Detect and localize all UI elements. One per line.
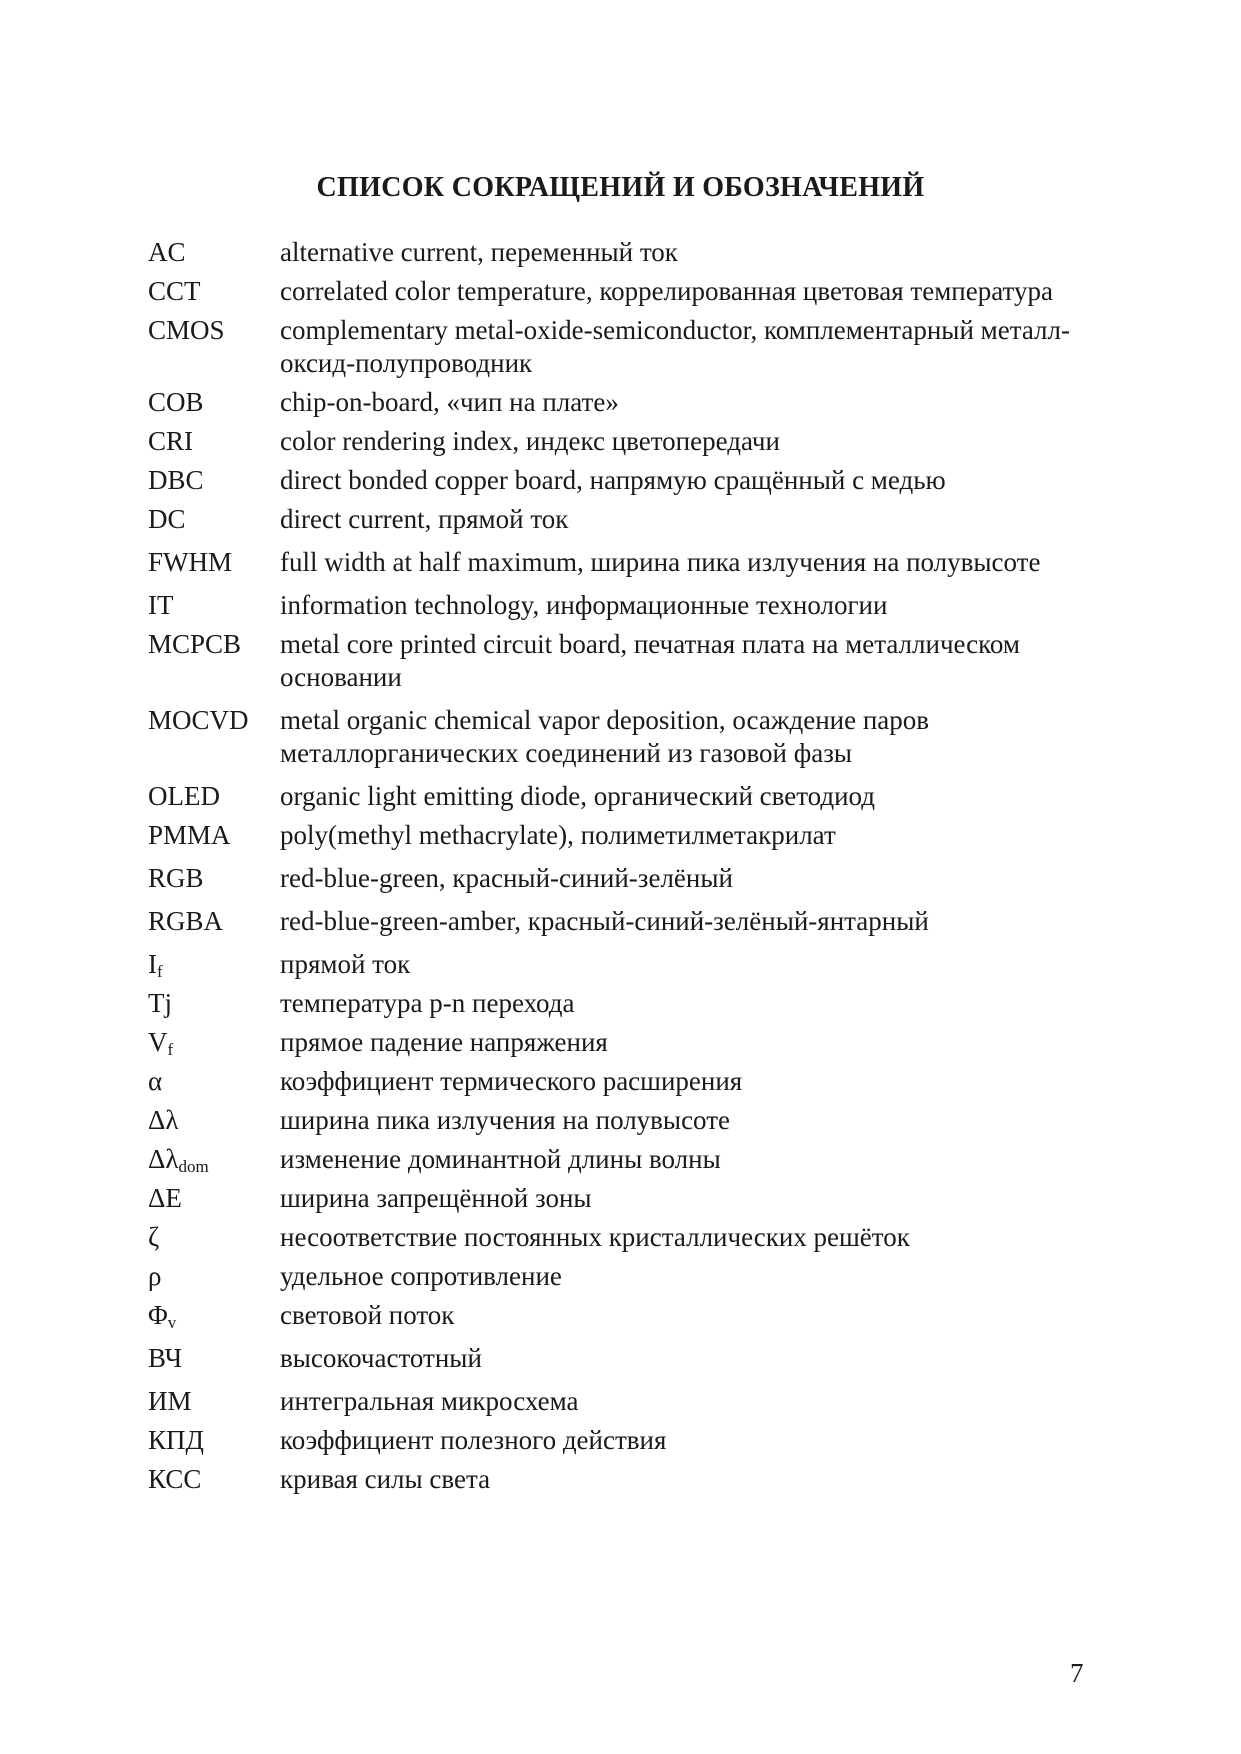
abbreviation-entry (148, 503, 1108, 536)
abbreviation-entry (148, 275, 1108, 308)
abbreviation-term (148, 503, 280, 536)
abbreviation-definition: information technology, информационные технологии (280, 590, 888, 620)
page-title: СПИСОК СОКРАЩЕНИЙ И ОБОЗНАЧЕНИЙ (316, 172, 925, 203)
abbreviation-entry (148, 1260, 1108, 1293)
abbreviation-entry (148, 628, 1108, 694)
abbreviation-entry (148, 314, 1108, 380)
abbreviation-definition: direct current, прямой ток (280, 504, 569, 534)
abbreviation-entry (148, 1026, 1108, 1059)
abbreviation-term-main: IT (148, 590, 174, 620)
abbreviation-term-main: DBC (148, 465, 204, 495)
abbreviation-definition: correlated color temperature, коррелированная цветовая температура (280, 276, 1053, 306)
abbreviation-definition: высокочастотный (280, 1343, 482, 1373)
abbreviation-definition: коэффициент полезного действия (280, 1425, 667, 1455)
abbreviation-entry (148, 987, 1108, 1020)
abbreviation-definition: metal core printed circuit board, печатная плата на металлическом основании (280, 629, 1020, 692)
abbreviation-term-main: DC (148, 504, 186, 534)
abbreviation-entry (148, 780, 1108, 813)
abbreviation-entry (148, 1221, 1108, 1254)
abbreviation-definition: температура p-n перехода (280, 988, 575, 1018)
abbreviation-definition: full width at half maximum, ширина пика излучения на полувысоте (280, 547, 1041, 577)
abbreviation-entry (148, 948, 1108, 981)
abbreviation-term (148, 236, 280, 269)
abbreviation-entry (148, 386, 1108, 419)
abbreviation-term (148, 819, 280, 852)
abbreviation-term-main: КСС (148, 1464, 202, 1494)
abbreviation-term-subscript: dom (178, 1157, 209, 1176)
abbreviation-entry (148, 1143, 1108, 1176)
abbreviation-entry (148, 1385, 1108, 1418)
abbreviation-definition: ширина запрещённой зоны (280, 1183, 592, 1213)
abbreviation-term (148, 546, 280, 579)
abbreviation-term (148, 1065, 280, 1098)
abbreviation-term (148, 275, 280, 308)
abbreviation-term (148, 1026, 280, 1059)
abbreviation-term (148, 464, 280, 497)
abbreviation-entry (148, 704, 1108, 770)
abbreviation-term (148, 425, 280, 458)
abbreviation-definition: прямое падение напряжения (280, 1027, 608, 1057)
abbreviation-list (148, 236, 1108, 1502)
abbreviation-term (148, 628, 280, 661)
abbreviation-term-main: Tj (148, 988, 172, 1018)
abbreviation-entry (148, 905, 1108, 938)
abbreviation-term (148, 314, 280, 347)
abbreviation-term-main: ВЧ (148, 1343, 183, 1373)
abbreviation-entry (148, 1342, 1108, 1375)
abbreviation-definition: несоответствие постоянных кристаллических решёток (280, 1222, 910, 1252)
abbreviation-term (148, 948, 280, 981)
abbreviation-definition: alternative current, переменный ток (280, 237, 678, 267)
abbreviation-term (148, 1424, 280, 1457)
abbreviation-term-main: OLED (148, 781, 220, 811)
abbreviation-entry (148, 464, 1108, 497)
abbreviation-term-main: RGB (148, 863, 204, 893)
abbreviation-term-subscript: f (157, 962, 163, 981)
abbreviation-term-subscript: f (167, 1040, 174, 1059)
abbreviation-term (148, 780, 280, 813)
abbreviation-definition: color rendering index, индекс цветопередачи (280, 426, 780, 456)
abbreviation-definition: metal organic chemical vapor deposition, осаждение паров металлорганических соединений из газовой фазы (280, 705, 930, 768)
abbreviation-term-main: AC (148, 237, 186, 267)
abbreviation-entry (148, 819, 1108, 852)
abbreviation-term-main: ИМ (148, 1386, 192, 1416)
abbreviation-entry (148, 1463, 1108, 1496)
abbreviation-term-main: V (148, 1027, 168, 1057)
abbreviation-term (148, 1182, 280, 1215)
abbreviation-entry (148, 1104, 1108, 1137)
abbreviation-term-main: Δλ (148, 1144, 179, 1174)
abbreviation-entry (148, 862, 1108, 895)
abbreviation-term-main: FWHM (148, 547, 233, 577)
abbreviation-term-main: CRI (148, 426, 194, 456)
abbreviation-entry (148, 1299, 1108, 1332)
abbreviation-definition: red-blue-green, красный-синий-зелёный (280, 863, 733, 893)
abbreviation-term-main: α (148, 1066, 163, 1096)
abbreviation-term-main: ρ (148, 1261, 162, 1291)
abbreviation-entry (148, 425, 1108, 458)
abbreviation-definition: direct bonded copper board, напрямую сращённый с медью (280, 465, 946, 495)
abbreviation-definition: прямой ток (280, 949, 411, 979)
abbreviation-term-main: Φ (148, 1300, 168, 1330)
abbreviation-term (148, 386, 280, 419)
abbreviation-definition: интегральная микросхема (280, 1386, 579, 1416)
abbreviation-term-main: PMMA (148, 820, 231, 850)
abbreviation-definition: удельное сопротивление (280, 1261, 562, 1291)
abbreviation-definition: изменение доминантной длины волны (280, 1144, 721, 1174)
abbreviation-term-main: MCPCB (148, 629, 242, 659)
abbreviation-term (148, 1260, 280, 1293)
abbreviation-term (148, 1143, 280, 1176)
abbreviation-term-main: КПД (148, 1425, 204, 1455)
abbreviation-definition: chip-on-board, «чип на плате» (280, 387, 619, 417)
abbreviation-term-main: I (148, 949, 157, 979)
abbreviation-entry (148, 546, 1108, 579)
abbreviation-definition: organic light emitting diode, органический светодиод (280, 781, 876, 811)
abbreviation-entry (148, 236, 1108, 269)
abbreviation-term (148, 862, 280, 895)
abbreviation-term-main: ζ (148, 1222, 160, 1252)
abbreviation-definition: кривая силы света (280, 1464, 491, 1494)
abbreviation-definition: ширина пика излучения на полувысоте (280, 1105, 730, 1135)
abbreviation-definition: световой поток (280, 1300, 455, 1330)
abbreviation-term-main: MOCVD (148, 705, 249, 735)
abbreviation-entry (148, 1065, 1108, 1098)
abbreviation-term-subscript: v (167, 1313, 177, 1332)
abbreviation-term-main: CCT (148, 276, 201, 306)
abbreviation-term-main: COB (148, 387, 204, 417)
abbreviation-term (148, 1104, 280, 1137)
abbreviation-term (148, 589, 280, 622)
abbreviation-term (148, 1385, 280, 1418)
abbreviation-term-main: Δλ (148, 1105, 179, 1135)
abbreviation-term (148, 1463, 280, 1496)
abbreviation-term (148, 1342, 280, 1375)
abbreviation-term (148, 987, 280, 1020)
abbreviation-definition: коэффициент термического расширения (280, 1066, 743, 1096)
abbreviation-definition: red-blue-green-amber, красный-синий-зелёный-янтарный (280, 906, 929, 936)
page-number: 7 (1070, 1658, 1084, 1688)
abbreviation-term-main: ΔE (148, 1183, 182, 1213)
abbreviation-entry (148, 1182, 1108, 1215)
abbreviation-entry (148, 589, 1108, 622)
abbreviation-term-main: CMOS (148, 315, 225, 345)
abbreviation-term (148, 1299, 280, 1332)
abbreviation-term (148, 704, 280, 737)
abbreviation-term (148, 905, 280, 938)
abbreviation-term (148, 1221, 280, 1254)
abbreviation-definition: complementary metal-oxide-semiconductor, комплементарный металл-оксид-полупроводник (280, 315, 1071, 378)
abbreviation-entry (148, 1424, 1108, 1457)
abbreviation-definition: poly(methyl methacrylate), полиметилметакрилат (280, 820, 836, 850)
abbreviation-term-main: RGBA (148, 906, 224, 936)
